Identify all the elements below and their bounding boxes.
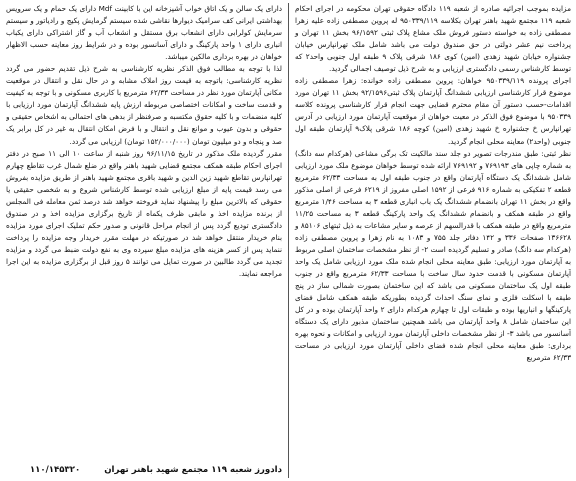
- signature-text: دادورز شعبه ۱۱۹ مجتمع شهید باهنر تهران: [104, 465, 282, 475]
- notice-columns: [5, 3, 571, 478]
- notice-paragraph: نظر ثبتی: طبق مندرجات تصویر دو جلد سند مالکیت تک برگی مشاعی (هرکدام سه دانگ) به شماره چاپی های ۷۶۹۱۹۳ و ۷۶۹۱۹۲ ارائه شده توسط خواهان موضوع ملک مورد ارزیابی شامل ششدانگ یک دستگاه آپارتمان واقع در جنوب طبقه اول به مساحت ۶۲/۳۳ مترمربع قطعه ۲ تفکیکی به شماره ۹۱۶ فرعی از ۱۵۹۲ اصلی مفروز از ۶۲۱۹ فرعی از اصلی مذکور واقع در بخش ۱۱ تهران بانضمام ششدانگ یک باب انباری قطعه ۳ به مساحت ۱/۴۶ مترمربع واقع در طبقه همکف و بانضمام ششدانگ یک واحد پارکینگ قطعه ۳ به مساحت ۱۱/۲۵ مترمربع واقع در طبقه همکف با قدرالسهم از عرصه و سایر مشاعات به ذیل ثبتهای ۸۵۱۰۶ و ۱۳۶۶۲۸ صفحات ۳۳۶ و ۱۴۲ دفاتر جلد ۷۵۵ و ۱۰۸۳ به نام زهرا و پروین مصطفی زاده (هرکدام سه دانگ) صادر و تسلیم گردیده است ۲- از نظر مشخصات ساختمان اصلی مربوط به آپارتمان مورد ارزیابی: طبق معاینه محلی انجام شده ملک مورد ارزیابی شامل یک واحد آپارتمان مسکونی با قدمت حدود سال ساخت با مساحت ۶۲/۳۳ مترمربع واقع در جنوب طبقه اول یک ساختمان مسکونی می باشد که این ساختمان بصورت شمالی ساز در پنج طبقه با اسکلت فلزی و نمای سنگ احداث گردیده بطوریکه طبقه همکف شامل فضای پارکینگها و انباریها بوده و طبقات اول تا چهارم هرکدام دارای ۲ واحد آپارتمان بوده و در کل این ساختمان شامل ۸ واحد آپارتمان می باشد همچنین ساختمان مذبور دارای یک دستگاه آسانسور می باشد ۳- از نظر مشخصات داخلی آپارتمان مورد ارزیابی و امکانات و نحوه بهره برداری: طبق معاینه محلی انجام شده فضای داخلی آپارتمان مورد ارزیابی در مساحت ۶۲/۳۳ مترمربع: [295, 148, 571, 363]
- notice-paragraph: مقرر گردیده ملک مذکور در تاریخ ۹۶/۱۱/۱۵ روز شنبه از ساعت ۱۰ الی ۱۱ صبح در دفتر اجرای احکام طبقه همکف مجتمع قضایی شهید باهنر واقع در ضلع شمال غرب تقاطع چهارم تهرانپارس تقاطع شهید زین الدین و شهید باقری مجتمع شهید باهنر از طریق مزایده بفروش می رسد قیمت پایه از مبلغ ارزیابی شده توسط کارشناس شروع و به شخصی حقیقی یا حقوقی که بالاترین مبلغ را پیشنهاد نماید فروخته خواهد شد درصد ثمن معامله فی المجلس از برنده مزایده اخذ و مابقی ظرف یکماه از تاریخ برگزاری مزایده اخذ و در صندوق دادگستری تودیع گردد پس از انجام مراحل قانونی و صدور حکم تملیک اجرای مورد مزایده بنام خریدار منتقل خواهد شد در صورتیکه در مهلت مقرر خریدار وجه مزایده را پرداخت ننماید پس از کسر هزینه های مزایده مبلغ سپرده وی به نفع دولت ضبط می گردد و مزایده تجدید می گردد طالبین در صورت تمایل می توانند ۵ روز قبل از برگزاری مزایده به این اجرا مراجعه نمایند.: [6, 148, 282, 279]
- notice-paragraph: اجرای پرونده ۹۵۰۳۳۹/۱۱۹ خواهان: پروین مصطفی زاده خوانده: زهرا مصطفی زاده موضوع قرار کارشناسی ارزیابی ششدانگ آپارتمان پلاک ثبتی۹۲/۱۵۹۶ بخش ۱۱ تهران مورد اقدامات-حسب دستور آن مقام محترم قضایی جهت انجام قرار کارشناسی پرونده کلاسه ۹۵۰۳۳۹ با موضوع فوق الذکر در معیت خواهان از موقعیت آپارتمان مورد ارزیابی در آدرس تهرانپارس خ جشنواره خ شهید زهدی (امین) کوچه ۱۸۶ شرقی پلاک۹ آپارتمان طبقه اول جنوبی (واحد۲) معاینه محلی انجام گردید.: [295, 76, 571, 146]
- column-divider: [288, 3, 289, 478]
- notice-paragraph: لذا با توجه به مطالب فوق الذکر نظریه کارشناسی به شرح ذیل تقدیم حضور می گردد نظریه کارشناسی: باتوجه به قیمت روز املاک مشابه و در حال نقل و انتقال در موقعیت مکانی آپارتمان مورد نظر در مساحت ۶۲/۳۳ مترمربع با کاربری مسکونی و با توجه به کیفیت و قدمت ساخت و امکانات اختصاصی مربوطه ارزش پایه ششدانگ آپارتمان مورد ارزیابی با کلیه منضمات و با کلیه حقوق مکتسبه و صرفنظر از بدهی های احتمالی به اشخاص حقیقی و حقوقی و بدون عیوب و موانع نقل و انتقال و با فرض امکان انتقال به غیر در کل برابر یک صد و پنجاه و دو میلیون تومان (۱۵۲/۰۰۰/۰۰۰ تومان) ارزیابی می گردد.: [6, 64, 282, 146]
- notice-column-left: [6, 3, 286, 478]
- notice-paragraph: دارای یک سالن و یک اتاق خواب آشپزخانه این با کابینت Mdf دارای یک حمام و یک سرویس بهداشتی ایرانی کف سرامیک دیوارها نقاشی شده سیستم گرمایش پکیج و رادیاتور و سیستم سرمایش کولرابی دارای انشعاب برق مستقل و انشعاب آب و گاز اشتراکی دارای یکباب انباری دارای ۱ واحد پارکینگ و دارای آسانسور بوده و در شرایط روز معاینه حسب الاظهار خواهان در بهره برداری مالکین میباشد.: [6, 4, 282, 62]
- notice-column-right: [291, 3, 571, 478]
- notice-paragraph: مزایده بموجب اجرائیه صادره از شعبه ۱۱۹ دادگاه حقوقی تهران محکومه در اجرای احکام شعبه ۱۱۹ مجتمع شهید باهنر تهران بکلاسه ۹۵۰۳۳۹/۱۱۹ له پروین مصطفی زاده علیه زهرا مصطفی زاده به خواسته دستور فروش ملک مشاع پلاک ثبتی ۹۶/۱۵۹۲ بخش ۱۱ تهران و پرداخت نیم عشر دولتی در حق صندوق دولت می باشد شامل ملک تهرانپارس خیابان جشنواره خیابان شهید زهدی (امین) کوی ۱۸۶ شرقی پلاک ۹ طبقه اول جنوبی واحد۲ که توسط کارشناس رسمی دادگستری ارزیابی و به شرح ذیل توصیف اجمالی گردید.: [295, 4, 571, 74]
- reference-number: ۱۱۰/۱۴۵۳۲۰: [29, 465, 81, 475]
- notice-signature-line: [10, 464, 282, 476]
